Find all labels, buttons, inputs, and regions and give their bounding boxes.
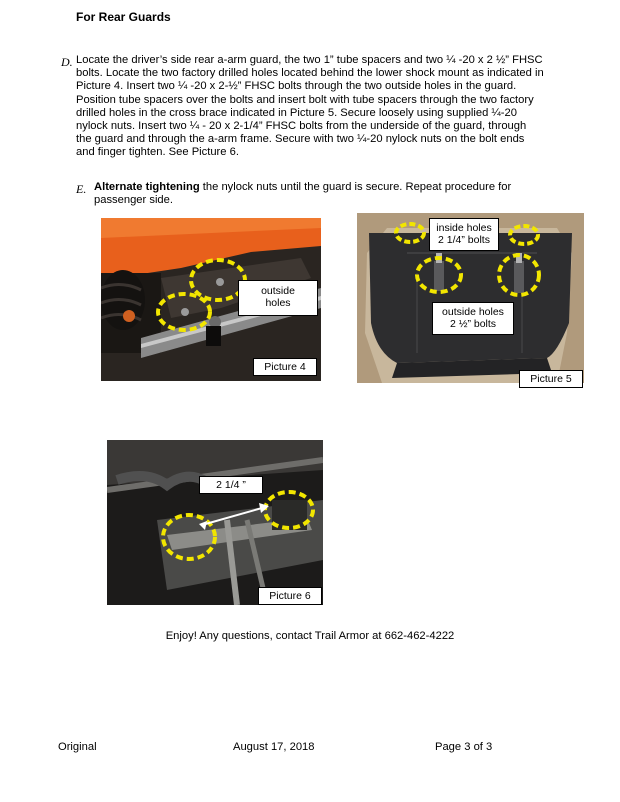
picture-6-image [107, 440, 323, 605]
picture-4-callout-line1: outside [261, 285, 295, 297]
picture-5-caption: Picture 5 [519, 370, 583, 388]
picture-6-photo [107, 440, 323, 605]
step-e-bold: Alternate tightening [94, 181, 200, 193]
picture-4-callout-line2: holes [265, 297, 291, 309]
picture-6-callout: 2 1/4 ” [199, 476, 263, 494]
step-e-body: the nylock nuts until the guard is secure. Repeat procedure for passenger side. [94, 181, 512, 207]
closing-line: Enjoy! Any questions, contact Trail Armor at 662-462-4222 [165, 630, 455, 642]
step-e-text [94, 181, 554, 207]
picture-4-callout [238, 280, 318, 316]
step-d-letter: D. [61, 55, 73, 69]
picture-4-caption: Picture 4 [253, 358, 317, 376]
picture-5-outside-callout [432, 302, 514, 335]
picture-5-inside-line2: 2 1/4” bolts [438, 234, 490, 246]
picture-5-inside-line1: inside holes [436, 222, 492, 234]
footer-page-number: Page 3 of 3 [435, 741, 493, 753]
picture-5-inside-callout [429, 218, 499, 251]
footer-date: August 17, 2018 [233, 741, 315, 753]
step-d-text: Locate the driver’s side rear a-arm guard, the two 1” tube spacers and two ¼ -20 x 2 ½” FHSC bolts. Locate the two factory drilled holes located behind the lower shock mount as indicated in Picture 4. Insert two ¼ -20 x 2-½” FHSC bolts through the two outside holes in the guard. Position tube spacers over the bolts and insert bolt with tube spacers through the two factory drilled holes in the cross brace indicated in Picture 5. Secure loosely using supplied ¼-20 nylock nuts. Insert two ¼ - 20 x 2-1/4” FHSC bolts from the underside of the guard, through the guard and through the a-arm frame. Secure with two ¼-20 nylock nuts on the bolt ends and finger tighten. See Picture 6. [76, 54, 544, 159]
picture-5-outside-line2: 2 ½” bolts [449, 318, 497, 330]
picture-5-outside-line1: outside holes [442, 306, 504, 318]
step-e-letter: E. [76, 182, 87, 196]
section-heading: For Rear Guards [76, 10, 171, 24]
footer-left: Original [58, 741, 97, 753]
picture-6-caption: Picture 6 [258, 587, 322, 605]
